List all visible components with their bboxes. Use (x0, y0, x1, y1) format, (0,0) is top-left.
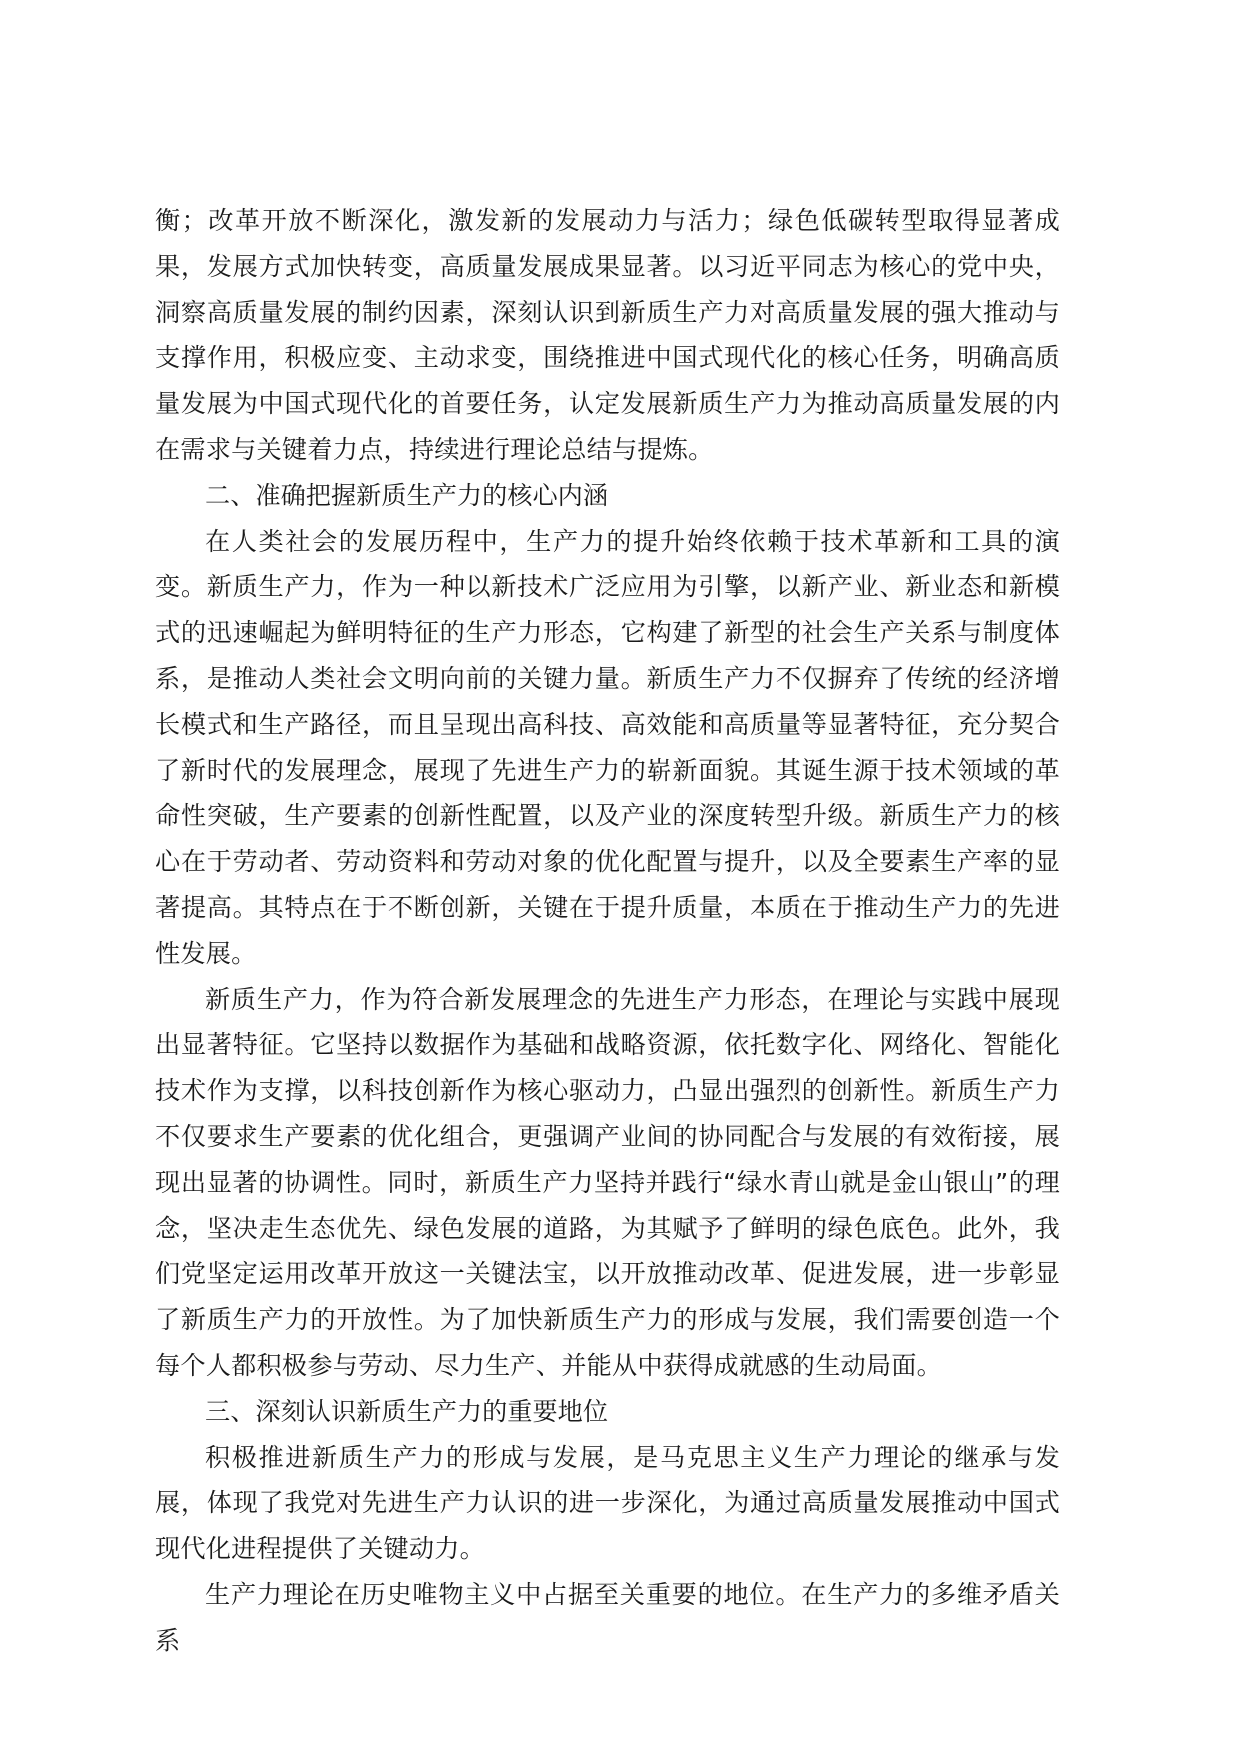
paragraph-productivity-theory: 生产力理论在历史唯物主义中占据至关重要的地位。在生产力的多维矛盾关系 (155, 1579, 1060, 1655)
section-heading-2: 二、准确把握新质生产力的核心内涵 (205, 480, 608, 510)
section-heading-3: 三、深刻认识新质生产力的重要地位 (205, 1396, 608, 1426)
document-page (155, 198, 1060, 1664)
paragraph-core-connotation: 在人类社会的发展历程中，生产力的提升始终依赖于技术革新和工具的演变。新质生产力，作为一种以新技术广泛应用为引擎，以新产业、新业态和新模式的迅速崛起为鲜明特征的生产力形态，它构建了新型的社会生产关系与制度体系，是推动人类社会文明向前的关键力量。新质生产力不仅摒弃了传统的经济增长模式和生产路径，而且呈现出高科技、高效能和高质量等显著特征，充分契合了新时代的发展理念，展现了先进生产力的崭新面貌。其诞生源于技术领域的革命性突破，生产要素的创新性配置，以及产业的深度转型升级。新质生产力的核心在于劳动者、劳动资料和劳动对象的优化配置与提升，以及全要素生产率的显著提高。其特点在于不断创新，关键在于提升质量，本质在于推动生产力的先进性发展。 (155, 526, 1060, 968)
paragraph-importance: 积极推进新质生产力的形成与发展，是马克思主义生产力理论的继承与发展，体现了我党对先进生产力认识的进一步深化，为通过高质量发展推动中国式现代化进程提供了关键动力。 (155, 1442, 1060, 1564)
paragraph-continuation: 衡；改革开放不断深化，激发新的发展动力与活力；绿色低碳转型取得显著成果，发展方式加快转变，高质量发展成果显著。以习近平同志为核心的党中央，洞察高质量发展的制约因素，深刻认识到新质生产力对高质量发展的强大推动与支撑作用，积极应变、主动求变，围绕推进中国式现代化的核心任务，明确高质量发展为中国式现代化的首要任务，认定发展新质生产力为推动高质量发展的内在需求与关键着力点，持续进行理论总结与提炼。 (155, 206, 1060, 464)
paragraph-characteristics: 新质生产力，作为符合新发展理念的先进生产力形态，在理论与实践中展现出显著特征。它坚持以数据作为基础和战略资源，依托数字化、网络化、智能化技术作为支撑，以科技创新作为核心驱动力，凸显出强烈的创新性。新质生产力不仅要求生产要素的优化组合，更强调产业间的协同配合与发展的有效衔接，展现出显著的协调性。同时，新质生产力坚持并践行“绿水青山就是金山银山”的理念，坚决走生态优先、绿色发展的道路，为其赋予了鲜明的绿色底色。此外，我们党坚定运用改革开放这一关键法宝，以开放推动改革、促进发展，进一步彰显了新质生产力的开放性。为了加快新质生产力的形成与发展，我们需要创造一个每个人都积极参与劳动、尽力生产、并能从中获得成就感的生动局面。 (155, 984, 1060, 1380)
